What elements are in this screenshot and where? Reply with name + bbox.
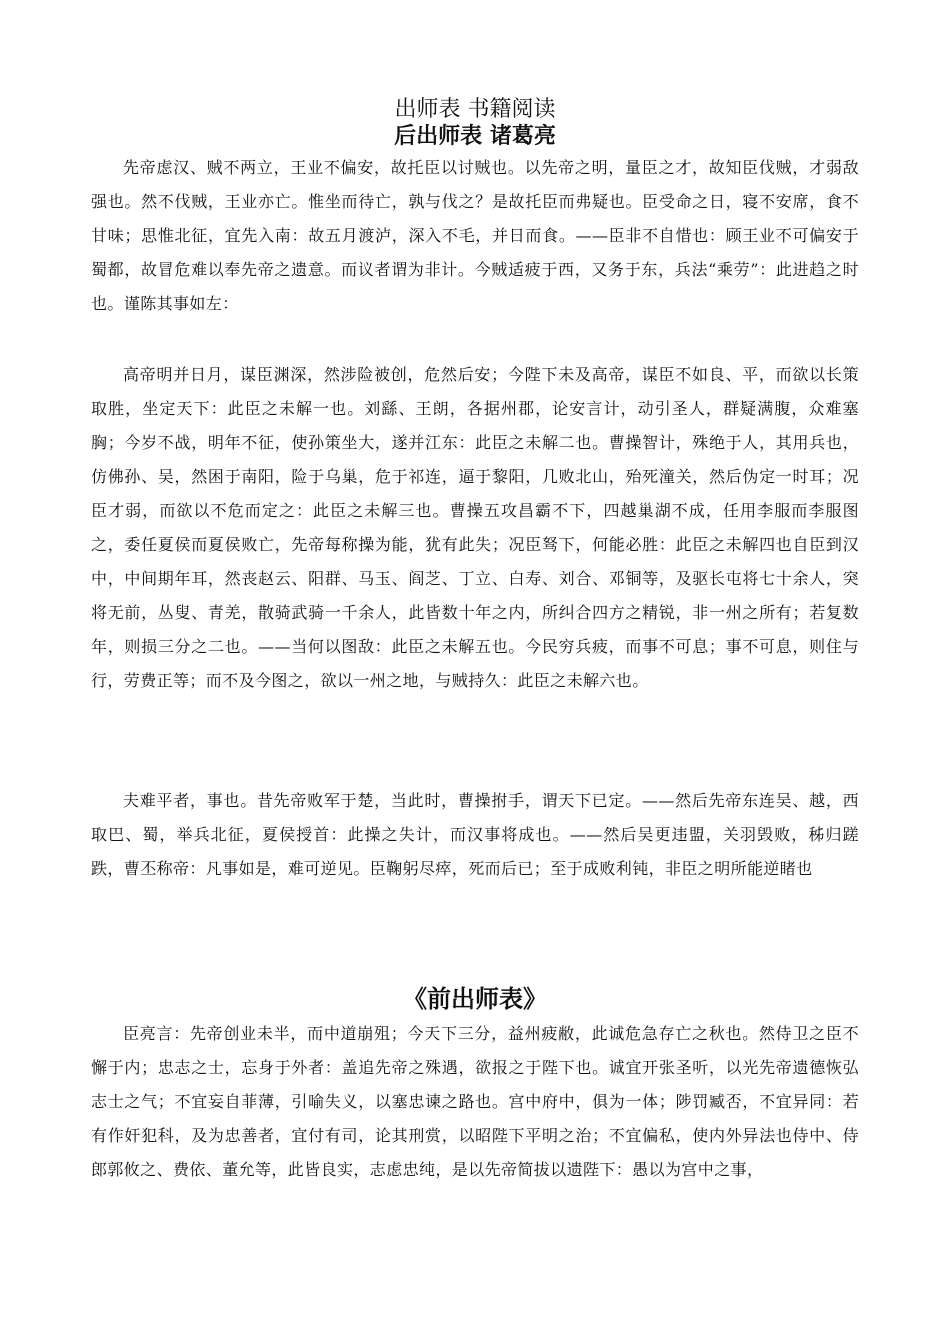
paragraph: 夫难平者，事也。昔先帝败军于楚，当此时，曹操拊手，谓天下已定。——然后先帝东连吴、越，西取巴、蜀，举兵北征，夏侯授首：此操之失计，而汉事将成也。——然后吴更违盟，关羽毁败，秭归蹉跌，曹丕称帝：凡事如是，难可逆见。臣鞠躬尽瘁，死而后已；至于成败利钝，非臣之明所能逆睹也	[91, 791, 859, 878]
paragraph: 臣亮言：先帝创业未半，而中道崩殂；今天下三分，益州疲敝，此诚危急存亡之秋也。然侍卫之臣不懈于内；忠志之士，忘身于外者：盖追先帝之殊遇，欲报之于陛下也。诚宜开张圣听，以光先帝遗德恢弘志士之气；不宜妄自菲薄，引喻失义，以塞忠谏之路也。宫中府中，俱为一体；陟罚臧否，不宜异同：若有作奸犯科，及为忠善者，宜付有司，论其刑赏，以昭陛下平明之治；不宜偏私，使内外异法也侍中、侍郎郭攸之、费依、董允等，此皆良实，志虑忠纯，是以先帝简拔以遗陛下：愚以为宫中之事，	[91, 1024, 859, 1179]
paragraph: 高帝明并日月，谋臣渊深，然涉险被创，危然后安；今陛下未及高帝，谋臣不如良、平，而欲以长策取胜，坐定天下：此臣之未解一也。刘繇、王朗，各据州郡，论安言计，动引圣人，群疑满腹，众难塞胸；今岁不战，明年不征，使孙策坐大，遂并江东：此臣之未解二也。曹操智计，殊绝于人，其用兵也，仿佛孙、吴，然困于南阳，险于乌巢，危于祁连，逼于黎阳，几败北山，殆死潼关，然后伪定一时耳；况臣才弱，而欲以不危而定之：此臣之未解三也。曹操五攻昌霸不下，四越巢湖不成，任用李服而李服图之，委任夏侯而夏侯败亡，先帝每称操为能，犹有此失；况臣驽下，何能必胜：此臣之未解四也自臣到汉中，中间期年耳，然丧赵云、阳群、马玉、阎芝、丁立、白寿、刘合、邓铜等，及驱长屯将七十余人，突将无前，丛叟、青羌，散骑武骑一千余人，此皆数十年之内，所纠合四方之精锐，非一州之所有；若复数年，则损三分之二也。——当何以图敌：此臣之未解五也。今民穷兵疲，而事不可息；事不可息，则住与行，劳费正等；而不及今图之，欲以一州之地，与贼持久：此臣之未解六也。	[91, 365, 859, 690]
paragraph: 先帝虑汉、贼不两立，王业不偏安，故托臣以讨贼也。以先帝之明，量臣之才，故知臣伐贼，才弱敌强也。然不伐贼，王业亦亡。惟坐而待亡，孰与伐之？是故托臣而弗疑也。臣受命之日，寝不安席，食不甘味；思惟北征，宜先入南：故五月渡泸，深入不毛，并日而食。——臣非不自惜也：顾王业不可偏安于蜀都，故冒危难以奉先帝之遗意。而议者谓为非计。今贼适疲于西，又务于东，兵法“乘劳”：此进趋之时也。谨陈其事如左：	[91, 158, 859, 313]
section-heading-hou-chushibiao: 后出师表 诸葛亮	[394, 124, 556, 149]
document-title: 出师表 书籍阅读	[394, 97, 556, 122]
section-heading-qian-chushibiao: 《前出师表》	[403, 985, 547, 1013]
